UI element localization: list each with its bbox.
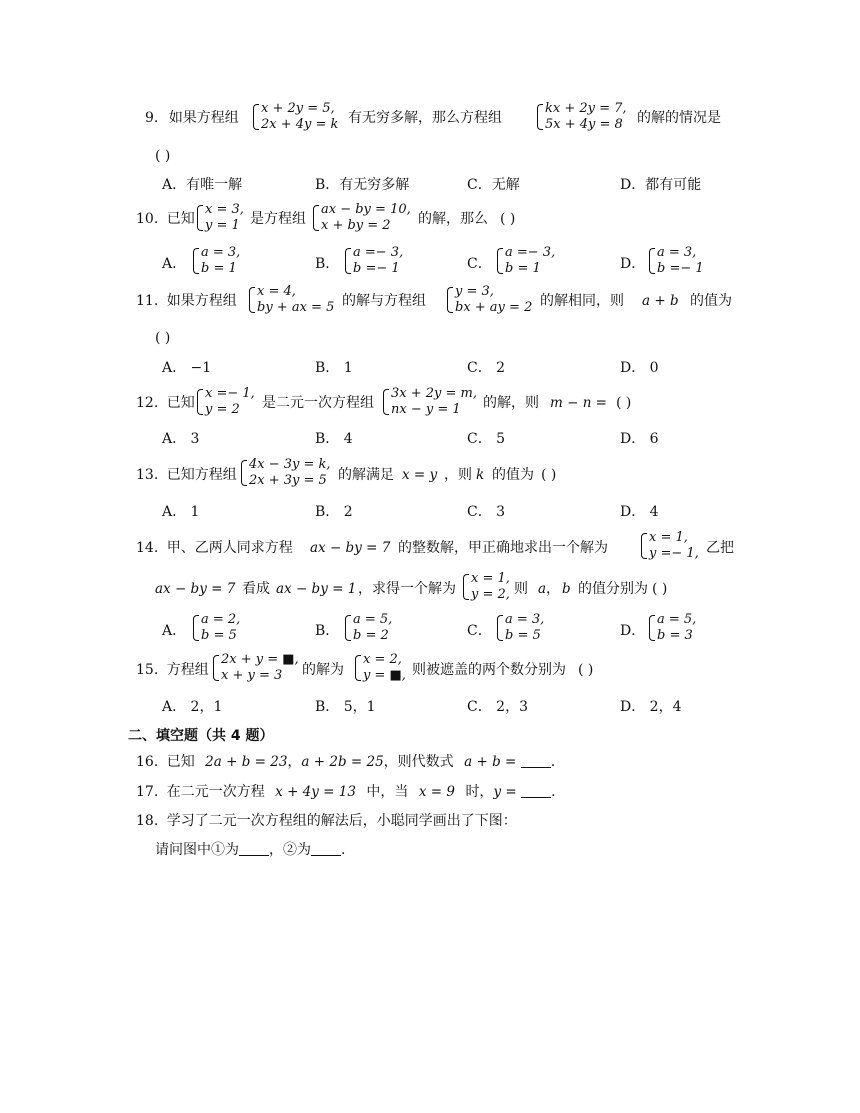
q10-text3: 的解，那么 [418,211,488,227]
q10-answer-paren: ( ) [500,211,516,227]
q17-end: . [551,784,556,800]
q17-number: 17. [136,784,159,800]
q10-option-c-eq2: b = 1 [505,261,541,276]
q11-line1 [136,291,237,311]
q12-line1 [136,393,195,413]
q9-text1: 如果方程组 [168,110,239,126]
q13-text2: 的解满足 [338,467,394,483]
q12-system1 [196,386,255,418]
q16-expr1: 2a + b = 23 [205,754,288,770]
q12-option-d: D． 6 [620,431,659,447]
q13-sys1-eq1: 4x − 3y = k, [249,457,331,472]
q10-option-a-eq2: b = 1 [201,261,237,276]
q9-sys2-eq2: 5x + 4y = 8 [545,117,623,132]
q15-line1 [136,660,209,680]
q10-option-a [192,245,240,277]
q11-text4: 的值为 [690,293,732,309]
q14-option-c-eq1: a = 3, [505,612,545,627]
q12-number: 12. [136,395,159,411]
q11-system2 [446,284,532,316]
q14-expr4: a [538,581,547,597]
q15-option-a: A． 2，1 [162,699,223,715]
q16-answer-blank[interactable] [521,753,551,768]
q14-expr5: b [562,581,571,597]
q9-sys2-eq1: kx + 2y = 7, [545,101,627,116]
q15-sys1-eq2: x + y = 3 [221,668,283,683]
q14-option-c-letter: C． [467,623,492,639]
q14-answer-paren: ( ) [652,581,668,597]
q12-answer-paren: ( ) [616,395,632,411]
q12-expr: m − n = [550,395,607,411]
q13-sys1-eq2: 2x + 3y = 5 [249,473,327,488]
q13-option-d: D． 4 [620,504,659,520]
q9-text3: 的解的情况是 [637,110,721,126]
q10-option-d-eq2: b =− 1 [657,261,704,276]
q11-option-b: B． 1 [315,360,353,376]
q16-end: . [550,754,556,770]
q9-sys1-eq2: 2x + 4y = k [261,117,339,132]
q14-text4: 看成 [242,581,270,597]
q17-answer-blank[interactable] [521,783,551,798]
q10-option-c-letter: C． [467,256,492,272]
q16-expr2: a + 2b = 25 [301,754,384,770]
q13-text3: ，则 [444,467,472,483]
q13-text4: 的值为 [492,467,534,483]
q10-option-c-eq1: a =− 3, [505,245,556,260]
q12-sys1-eq2: y = 2 [205,402,240,417]
q14-expr3: ax − by = 1 [276,581,357,597]
q10-option-b-eq2: b =− 1 [353,261,400,276]
q11-sys1-eq1: x = 4, [257,284,296,299]
q18-line1 [136,811,517,831]
q14-expr2: ax − by = 7 [155,581,236,597]
q10-option-a-eq1: a = 3, [201,245,241,260]
q13-answer-paren: ( ) [541,467,557,483]
q10-text1: 已知 [166,211,195,227]
q11-text1: 如果方程组 [166,293,237,309]
q10-line1 [136,209,195,229]
q15-system2 [354,652,406,684]
q14-expr1: ax − by = 7 [310,540,391,556]
q14-option-d-eq1: a = 5, [657,612,697,627]
q18-number: 18. [136,813,159,829]
q14-number: 14. [136,540,159,556]
q10-number: 10. [136,211,159,227]
q14-option-b-letter: B． [315,623,340,639]
q13-expr1: x = y [402,467,438,483]
q9-option-b: B．有无穷多解 [315,177,410,193]
q14-sys1-eq2: y =− 1, [649,546,699,561]
q16-line [136,752,555,772]
q10-option-d-eq1: a = 3, [657,245,697,260]
q11-sys2-eq1: y = 3, [455,284,494,299]
q10-option-b [344,245,403,277]
q12-option-b: B． 4 [315,431,353,447]
q9-system1 [252,101,338,133]
q11-option-d: D． 0 [620,360,659,376]
q14-sys1-eq1: x = 1, [649,530,688,545]
q13-expr2: k [476,467,485,483]
q12-system2 [382,386,477,418]
q15-option-d: D． 2，4 [620,699,682,715]
q15-sys2-eq1: x = 2, [363,652,402,667]
q12-text1: 已知 [166,395,195,411]
q10-option-d [648,245,704,277]
q15-system1 [212,652,299,684]
q15-option-c: C． 2，3 [467,699,528,715]
q9-answer-paren: ( ) [155,148,171,164]
q17-expr1: x + 4y = 13 [275,784,356,800]
q18-text3: ，②为 [269,842,311,858]
q12-sys2-eq1: 3x + 2y = m, [391,386,477,401]
q11-answer-paren: ( ) [155,330,171,346]
q16-number: 16. [136,754,159,770]
q10-sys1-eq1: x = 3, [205,202,244,217]
q16-expr3: a + b = [464,754,517,770]
q9-option-d: D．都有可能 [620,177,702,193]
q14-option-a-letter: A． [162,623,187,639]
q10-system1 [196,202,244,234]
q10-option-c [496,245,555,277]
q14-option-d [648,612,696,644]
q11-sys1-eq2: by + ax = 5 [257,300,335,315]
q12-text2: 是二元一次方程组 [262,395,374,411]
q9-text2: 有无穷多解，那么方程组 [348,110,502,126]
q16-text3: ，则代数式 [383,754,454,770]
q18-text1: 学习了二元一次方程组的解法后，小聪同学画出了下图： [166,813,517,829]
q9-system2 [536,101,627,133]
q13-line1 [136,465,237,485]
q14-option-a [192,612,240,644]
q15-text1: 方程组 [166,662,209,678]
q10-option-b-letter: B． [315,256,340,272]
q17-text1: 在二元一次方程 [166,784,265,800]
q15-text3: 则被遮盖的两个数分别为 [412,662,566,678]
q14-text5: ，求得一个解为 [358,581,456,597]
q14-text8: 的值分别为 [578,581,648,597]
q11-text2: 的解与方程组 [342,293,426,309]
q17-line [136,782,556,802]
q18-text2: 请问图中①为 [155,842,239,858]
q10-option-b-eq1: a =− 3, [353,245,404,260]
q10-system2 [312,202,411,234]
q14-option-a-eq1: a = 2, [201,612,241,627]
q14-option-d-letter: D． [620,623,646,639]
q13-option-a: A． 1 [162,504,200,520]
q11-sys2-eq2: bx + ay = 2 [455,300,533,315]
q10-option-d-letter: D． [620,256,646,272]
section-heading: 二、填空题（共 4 题） [128,728,274,744]
q10-sys2-eq2: x + by = 2 [321,218,391,233]
q17-expr3: y = [493,784,517,800]
q13-number: 13. [136,467,159,483]
q10-text2: 是方程组 [250,211,306,227]
q13-option-b: B． 2 [315,504,353,520]
q14-option-b-eq2: b = 2 [353,628,389,643]
q18-answer-blank-1[interactable] [239,841,269,856]
q9-option-c: C．无解 [467,177,520,193]
q11-system1 [248,284,334,316]
q14-option-c-eq2: b = 5 [505,628,541,643]
q15-number: 15. [136,662,159,678]
q15-text2: 的解为 [302,662,344,678]
q10-sys2-eq1: ax − by = 10, [321,202,411,217]
q15-answer-paren: ( ) [578,662,594,678]
q11-number: 11. [136,293,159,309]
q14-text1: 甲、乙两人同求方程 [166,540,293,556]
q14-option-b-eq1: a = 5, [353,612,393,627]
q12-option-a: A． 3 [162,431,200,447]
q12-sys2-eq2: nx − y = 1 [391,402,461,417]
q14-text6: 则 [514,581,528,597]
q17-text3: 时， [465,784,494,800]
q14-sys2-eq2: y = 2, [471,587,510,602]
q14-option-c [496,612,544,644]
q11-option-a: A． −1 [162,360,212,376]
q14-text2: 的整数解，甲正确地求出一个解为 [398,540,608,556]
q16-text1: 已知 [166,754,195,770]
q12-sys1-eq1: x =− 1, [205,386,255,401]
q10-option-a-letter: A． [162,256,187,272]
q11-expr: a + b [642,293,679,309]
q14-system1 [640,530,699,562]
q9-line1 [145,108,239,128]
q14-option-d-eq2: b = 3 [657,628,693,643]
q11-option-c: C． 2 [467,360,506,376]
q11-text3: 的解相同，则 [540,293,624,309]
q14-text3: 乙把 [706,540,734,556]
q9-sys1-eq1: x + 2y = 5, [261,101,335,116]
q15-sys1-eq1: 2x + y = ■, [221,652,299,667]
q17-text2: 中，当 [366,784,409,800]
q14-option-a-eq2: b = 5 [201,628,237,643]
q17-expr2: x = 9 [418,784,455,800]
q14-option-b [344,612,392,644]
q13-text1: 已知方程组 [166,467,237,483]
q18-line2 [155,840,345,860]
q13-option-c: C． 3 [467,504,506,520]
q15-option-b: B． 5，1 [315,699,376,715]
q16-text2: ， [287,754,302,770]
q14-line1 [136,538,293,558]
q15-sys2-eq2: y = ■, [363,668,406,683]
q12-option-c: C． 5 [467,431,506,447]
q13-system1 [240,457,331,489]
q14-system2 [462,571,510,603]
q12-text3: 的解，则 [483,395,539,411]
q18-answer-blank-2[interactable] [311,841,341,856]
q10-sys1-eq2: y = 1 [205,218,240,233]
q9-option-a: A．有唯一解 [162,177,243,193]
q18-end: . [341,842,346,858]
q14-sys2-eq1: x = 1, [471,571,510,586]
q9-number: 9. [145,110,159,126]
q14-text7: ， [546,581,560,597]
